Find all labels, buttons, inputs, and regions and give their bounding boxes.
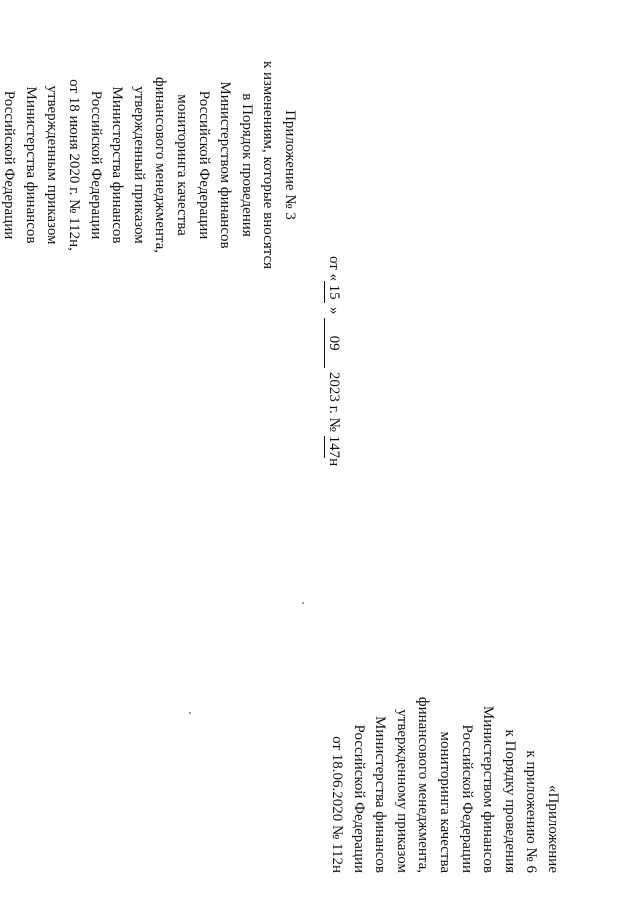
order-number: 147н [326, 435, 342, 467]
appendix-header-block [0, 40, 300, 290]
annex-header-line: к приложению № 6 [523, 750, 540, 873]
appendix-header-line: утвержденный приказом [130, 86, 147, 244]
annex-header-line: от 18.06.2020 № 112н [329, 736, 346, 873]
order-date-line [324, 256, 342, 576]
annex-header-line: Российской Федерации [350, 724, 367, 873]
appendix-header-line: в Порядок проведения [238, 93, 255, 237]
scan-speck [302, 602, 304, 604]
annex-header-line: Министерством финансов [480, 705, 497, 873]
appendix-header-line: Министерства финансов [22, 86, 39, 244]
order-date-day: 15 [324, 281, 342, 303]
appendix-header-line: финансового менеджмента, [152, 76, 169, 254]
annex-header-line: утвержденному приказом [393, 709, 410, 873]
order-date-year: 2023 г. № [326, 368, 342, 436]
appendix-header-line: к изменениям, которые вносятся [260, 60, 277, 270]
appendix-header-line: мониторинга качества [174, 94, 191, 236]
appendix-header-line: Российской Федерации [87, 90, 104, 240]
order-date-month: 09 [324, 318, 342, 368]
appendix-header-line: Российской Федерации [195, 90, 212, 240]
annex-header-block [325, 568, 563, 873]
order-date-prefix: от « [326, 256, 342, 282]
appendix-header-line: утвержденным приказом [44, 85, 61, 245]
annex-header-line: к Порядку проведения [501, 729, 518, 873]
annex-header-line: финансового менеджмента, [415, 696, 432, 873]
scan-speck [189, 712, 191, 714]
appendix-header-line: Министерством финансов [217, 81, 234, 249]
annex-header-line: Российской Федерации [458, 724, 475, 873]
appendix-header-line: Министерства финансов [109, 86, 126, 244]
annex-header-line: мониторинга качества [437, 731, 454, 873]
appendix-header-line: Приложение № 3 [282, 110, 298, 220]
annex-header-line: Министерства финансов [372, 716, 389, 873]
annex-header-line: «Приложение [545, 784, 561, 873]
appendix-header-line: от 18 июня 2020 г. № 112н, [66, 79, 83, 251]
order-date-separator: » [326, 303, 342, 319]
appendix-header-line: Российской Федерации [1, 90, 18, 240]
